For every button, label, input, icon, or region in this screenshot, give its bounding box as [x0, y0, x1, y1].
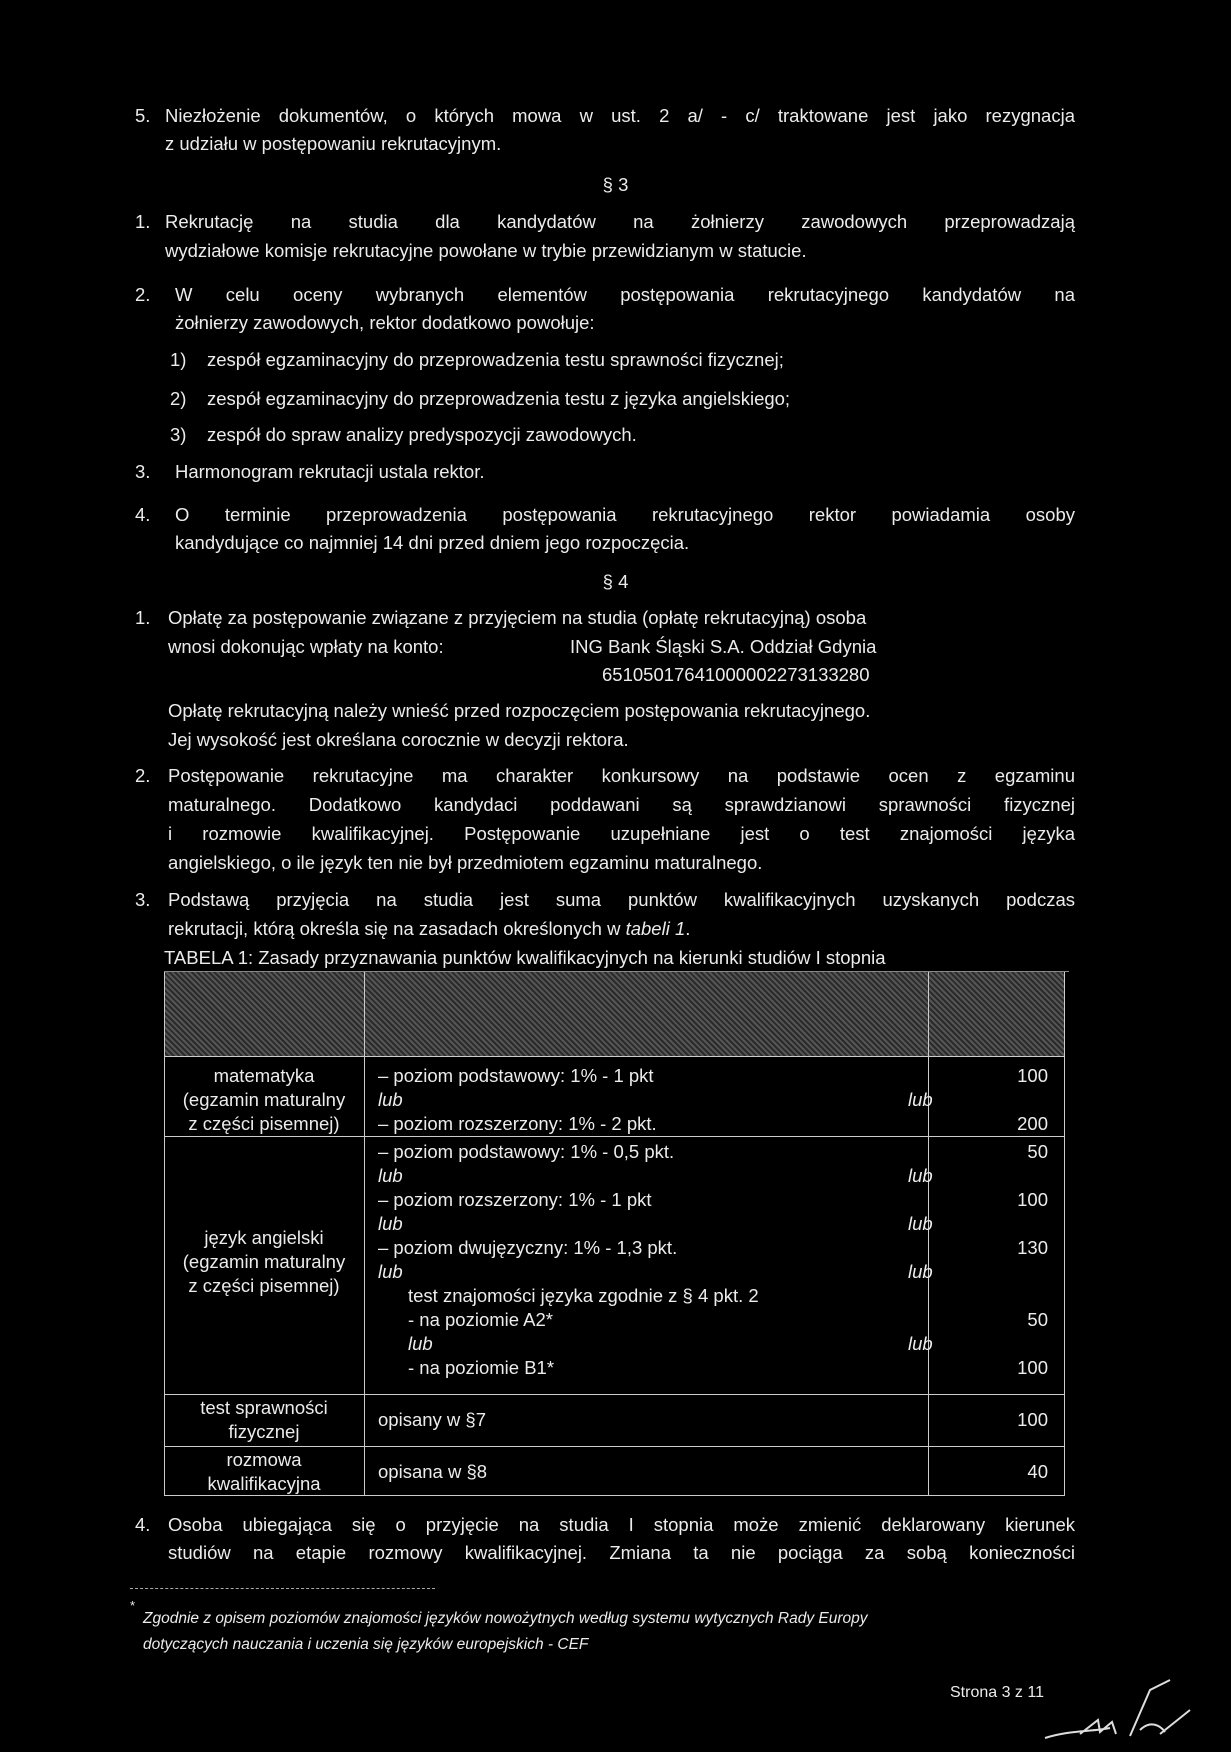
item-number: 3. — [135, 461, 151, 482]
points-value: 100 — [1017, 1357, 1048, 1378]
subject-name: kwalifikacyjna — [207, 1473, 321, 1494]
paragraph-line: O terminie przeprowadzenia postępowania rekrutacyjnego rektor powiadamia osoby — [175, 504, 1075, 525]
criteria-cell — [378, 1140, 759, 1380]
points-value: 40 — [1027, 1461, 1048, 1482]
criterion: – poziom dwujęzyczny: 1% - 1,3 pkt. — [378, 1237, 678, 1258]
item-number: 4. — [135, 504, 151, 525]
paragraph-line: i rozmowie kwalifikacyjnej. Postępowanie uzupełniane jest o test znajomości języka — [168, 823, 1075, 844]
criterion: - na poziomie A2* — [408, 1309, 554, 1330]
subitem-number: 2) — [170, 388, 187, 409]
row-divider — [164, 1136, 1065, 1137]
subject-name: test sprawności — [200, 1397, 328, 1418]
table-reference: tabeli 1 — [625, 918, 686, 939]
criterion: – poziom podstawowy: 1% - 0,5 pkt. — [378, 1141, 675, 1162]
subject-cell — [164, 1396, 364, 1444]
or-label: lub — [908, 1261, 933, 1282]
criterion: - na poziomie B1* — [408, 1357, 555, 1378]
points-value: 50 — [1027, 1309, 1048, 1330]
subitem-text: zespół egzaminacyjny do przeprowadzenia testu sprawności fizycznej; — [207, 349, 784, 370]
criterion: – poziom rozszerzony: 1% - 1 pkt — [378, 1189, 652, 1210]
paragraph-line — [168, 914, 690, 943]
table-header — [164, 972, 1065, 1056]
or-label: lub — [908, 1213, 933, 1234]
footnote-mark: * — [130, 1598, 136, 1613]
or-label: lub — [908, 1165, 933, 1186]
points-value: 200 — [1017, 1113, 1048, 1134]
paragraph-line: maturalnego. Dodatkowo kandydaci poddawani są sprawdzianowi sprawności fizycznej — [168, 794, 1075, 815]
column-divider — [364, 972, 365, 1496]
section-heading: § 4 — [602, 571, 629, 592]
subject-name: fizycznej — [228, 1421, 300, 1442]
paragraph-line: Opłatę rekrutacyjną należy wnieść przed rozpoczęciem postępowania rekrutacyjnego. — [168, 700, 871, 721]
paragraph-line: wnosi dokonując wpłaty na konto: — [168, 636, 444, 657]
or-label: lub — [378, 1261, 403, 1282]
table-border — [1064, 972, 1065, 1496]
paragraph-line: angielskiego, o ile język ten nie był przedmiotem egzaminu maturalnego. — [168, 852, 763, 873]
subitem-number: 1) — [170, 349, 187, 370]
row-divider — [164, 1446, 1065, 1447]
paragraph-line: żołnierzy zawodowych, rektor dodatkowo powołuje: — [175, 312, 595, 333]
criteria-cell — [378, 1064, 657, 1136]
paragraph-line: wydziałowe komisje rekrutacyjne powołane w trybie przewidzianym w statucie. — [165, 240, 807, 261]
or-label: lub — [908, 1333, 933, 1354]
points-table — [164, 972, 1065, 1496]
points-value: 100 — [1017, 1189, 1048, 1210]
or-label: lub — [378, 1089, 403, 1110]
or-label: lub — [378, 1165, 403, 1186]
paragraph-line: Jej wysokość jest określana corocznie w decyzji rektora. — [168, 729, 629, 750]
subject-name: rozmowa — [226, 1449, 302, 1470]
item-number: 5. — [135, 105, 151, 126]
subject-name: matematyka — [213, 1065, 315, 1086]
row-divider — [164, 1056, 1065, 1057]
points-value: 100 — [1017, 1065, 1048, 1086]
subject-note: z części pisemnej) — [188, 1113, 340, 1134]
criterion: – poziom rozszerzony: 1% - 2 pkt. — [378, 1113, 657, 1134]
criterion: – poziom podstawowy: 1% - 1 pkt — [378, 1065, 654, 1086]
item-number: 1. — [135, 211, 151, 232]
subject-cell — [164, 1448, 364, 1496]
item-number: 4. — [135, 1514, 151, 1535]
row-divider — [164, 1394, 1065, 1395]
item-number: 3. — [135, 889, 151, 910]
paragraph-line: studiów na etapie rozmowy kwalifikacyjnej. Zmiana ta nie pociąga za sobą konieczności — [168, 1542, 1075, 1563]
table-caption: TABELA 1: Zasady przyznawania punktów kwalifikacyjnych na kierunki studiów I stopnia — [164, 945, 1069, 972]
paragraph-line: Postępowanie rekrutacyjne ma charakter konkursowy na podstawie ocen z egzaminu — [168, 765, 1075, 786]
criterion: test znajomości języka zgodnie z § 4 pkt. 2 — [408, 1285, 759, 1306]
subitem-number: 3) — [170, 424, 187, 445]
bank-name: ING Bank Śląski S.A. Oddział Gdynia — [570, 636, 877, 657]
subject-name: język angielski — [204, 1227, 324, 1248]
paragraph-line: z udziału w postępowaniu rekrutacyjnym. — [165, 133, 502, 154]
bank-account: 65105017641000002273133280 — [602, 664, 870, 685]
paragraph-line: kandydujące co najmniej 14 dni przed dniem jego rozpoczęcia. — [175, 532, 690, 553]
paragraph-text: . — [685, 918, 691, 939]
subitem-text: zespół egzaminacyjny do przeprowadzenia testu z języka angielskiego; — [207, 388, 791, 409]
item-number: 2. — [135, 765, 151, 786]
paragraph-line: Rekrutację na studia dla kandydatów na żołnierzy zawodowych przeprowadzają — [165, 211, 1075, 232]
paragraph-line: Podstawą przyjęcia na studia jest suma punktów kwalifikacyjnych uzyskanych podczas — [168, 889, 1075, 910]
footnote-text: dotyczących nauczania i uczenia się języków europejskich - CEF — [143, 1636, 589, 1653]
item-number: 2. — [135, 284, 151, 305]
footnote-text: Zgodnie z opisem poziomów znajomości języków nowożytnych według systemu wytycznych Rady Europy — [143, 1610, 868, 1627]
or-label: lub — [908, 1089, 933, 1110]
criterion: opisany w §7 — [378, 1409, 486, 1430]
paragraph-line: Niezłożenie dokumentów, o których mowa w ust. 2 a/ - c/ traktowane jest jako rezygnacja — [165, 105, 1075, 126]
paragraph-line: W celu oceny wybranych elementów postępowania rekrutacyjnego kandydatów na — [175, 284, 1075, 305]
footnote-separator — [130, 1588, 435, 1589]
points-value: 130 — [1017, 1237, 1048, 1258]
points-value: 100 — [1017, 1409, 1048, 1430]
or-label: lub — [408, 1333, 433, 1354]
criterion: opisana w §8 — [378, 1461, 488, 1482]
section-heading: § 3 — [602, 174, 629, 195]
subject-cell — [164, 1226, 364, 1298]
paragraph-line: Osoba ubiegająca się o przyjęcie na studia I stopnia może zmienić deklarowany kierunek — [168, 1514, 1075, 1535]
points-value: 50 — [1027, 1141, 1048, 1162]
paragraph-text: rekrutacji, którą określa się na zasadach określonych w — [168, 918, 626, 939]
page-number: Strona 3 z 11 — [950, 1684, 1044, 1701]
or-label: lub — [378, 1213, 403, 1234]
paragraph-line: Harmonogram rekrutacji ustala rektor. — [175, 461, 485, 482]
subject-cell — [164, 1064, 364, 1136]
item-number: 1. — [135, 607, 151, 628]
subject-note: z części pisemnej) — [188, 1275, 340, 1296]
signature-mark — [1040, 1670, 1200, 1750]
paragraph-line: Opłatę za postępowanie związane z przyjęciem na studia (opłatę rekrutacyjną) osoba — [168, 607, 867, 628]
subject-note: (egzamin maturalny — [182, 1251, 346, 1272]
subject-note: (egzamin maturalny — [182, 1089, 346, 1110]
subitem-text: zespół do spraw analizy predyspozycji zawodowych. — [207, 424, 637, 445]
